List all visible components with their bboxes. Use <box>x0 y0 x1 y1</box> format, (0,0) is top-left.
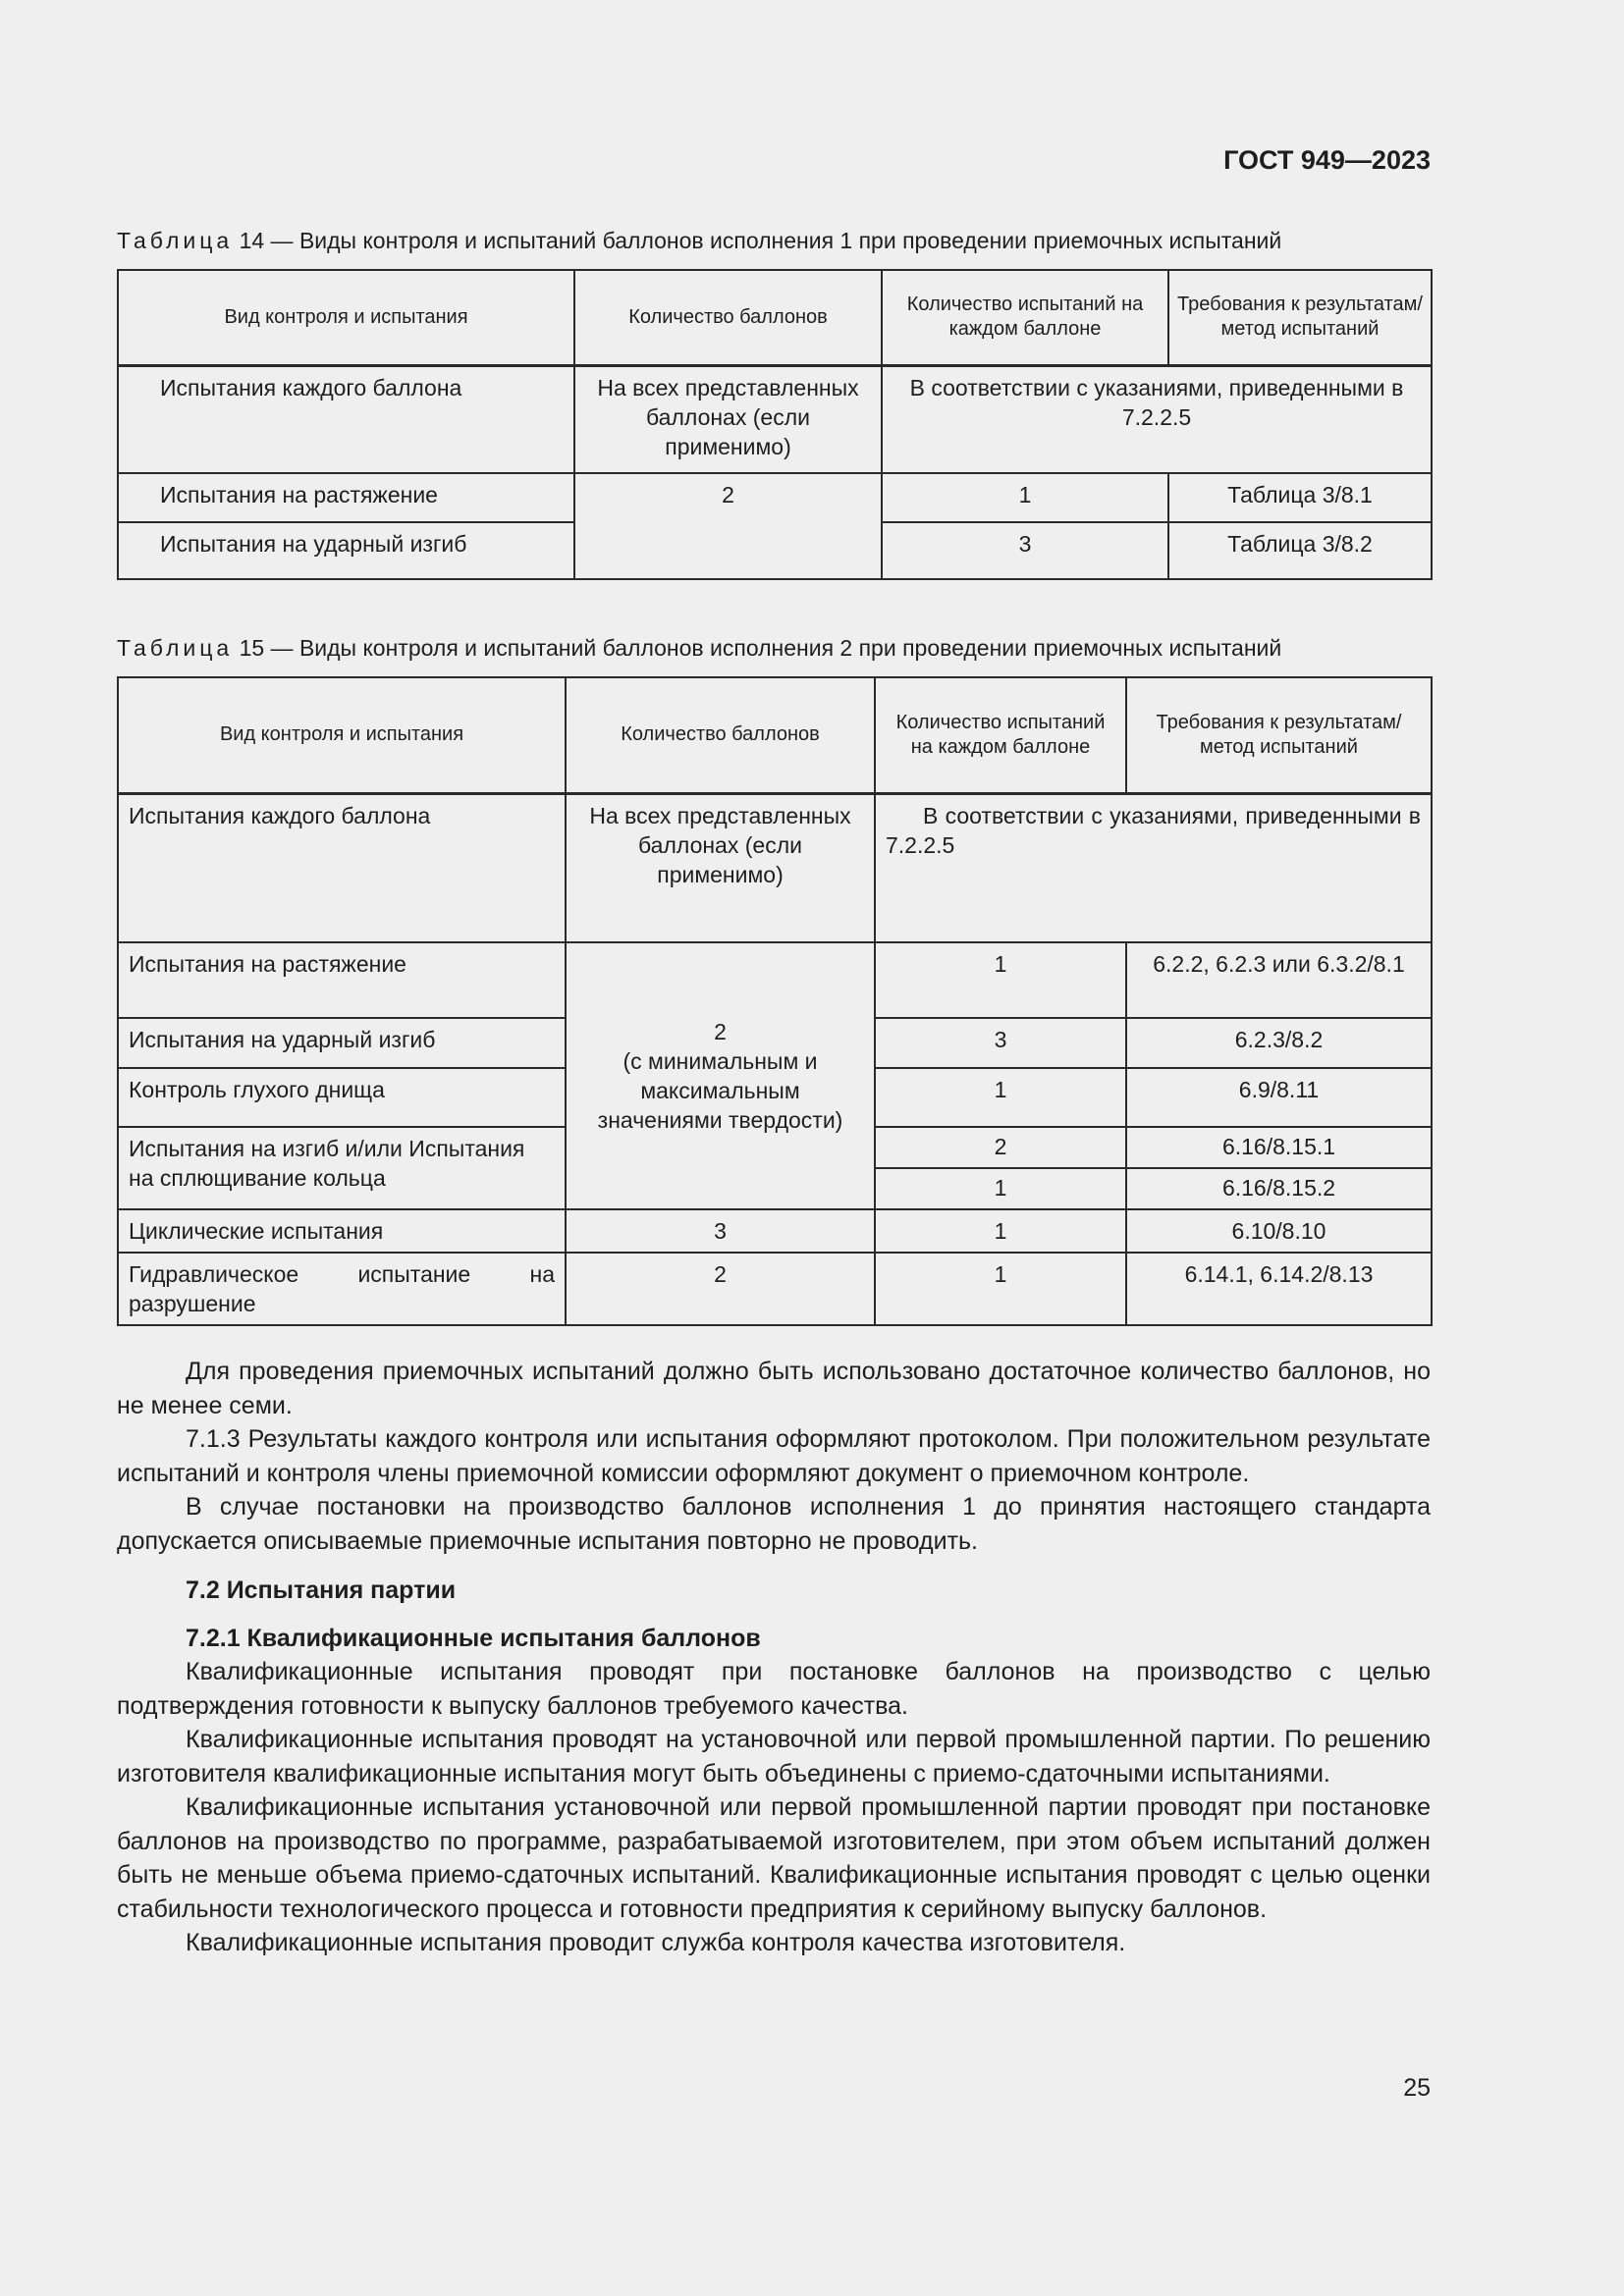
table14-cell-count: 1 <box>882 473 1168 522</box>
table15-cell-qty: 3 <box>566 1209 875 1253</box>
table-row <box>118 942 1432 1018</box>
table15-cell-count: 1 <box>875 1253 1126 1325</box>
table15-merged-qty-value: 2 <box>714 1019 727 1044</box>
page-number: 25 <box>1403 2074 1431 2102</box>
table14-cell-req: Таблица 3/8.1 <box>1168 473 1432 522</box>
table15-cell-merged-qty <box>566 942 875 1209</box>
paragraph: 7.1.3 Результаты каждого контроля или испытания оформляют протоколом. При положительном результате испытаний и контроля члены приемочной комиссии оформляют документ о приемочном контроле. <box>117 1425 1431 1487</box>
table15-cell-req: 6.9/8.11 <box>1126 1068 1432 1127</box>
paragraph: В случае постановки на производство баллонов исполнения 1 до принятия настоящего стандарта допускается описываемые приемочные испытания повторно не проводить. <box>117 1493 1431 1555</box>
table-row <box>118 793 1432 942</box>
table14 <box>117 269 1433 580</box>
table15 <box>117 676 1433 1326</box>
paragraph: Для проведения приемочных испытаний должно быть использовано достаточное количество баллонов, но не менее семи. <box>117 1358 1431 1419</box>
table15-cell-count: 2 <box>875 1127 1126 1168</box>
paragraph: Квалификационные испытания проводят на установочной или первой промышленной партии. По решению изготовителя квалификационные испытания могут быть объединены с приемо-сдаточными испытаниями. <box>117 1726 1431 1788</box>
paragraph: Квалификационные испытания проводит служба контроля качества изготовителя. <box>186 1929 1126 1956</box>
table15-cell-req: 6.2.3/8.2 <box>1126 1018 1432 1068</box>
table15-cell-merged: В соответствии с указаниями, приведенными в 7.2.2.5 <box>875 793 1432 942</box>
table14-caption-text: 14 — Виды контроля и испытаний баллонов исполнения 1 при проведении приемочных испытаний <box>239 228 1282 253</box>
table15-cell-req: 6.10/8.10 <box>1126 1209 1432 1253</box>
table14-header-test: Вид контроля и испытания <box>118 270 574 365</box>
table15-cell-req: 6.2.2, 6.2.3 или 6.3.2/8.1 <box>1126 942 1432 1018</box>
table14-cell-test: Испытания каждого баллона <box>118 365 574 473</box>
table15-cell-count: 1 <box>875 942 1126 1018</box>
table14-cell-qty: 2 <box>574 473 882 579</box>
table15-cell-qty: 2 <box>566 1253 875 1325</box>
table15-cell-test: Испытания каждого баллона <box>118 793 566 942</box>
table14-cell-test: Испытания на ударный изгиб <box>118 522 574 579</box>
table15-cell-req: 6.16/8.15.1 <box>1126 1127 1432 1168</box>
table15-cell-test: Контроль глухого днища <box>118 1068 566 1127</box>
table-row <box>118 1209 1432 1253</box>
table15-cell-count: 1 <box>875 1168 1126 1209</box>
table15-cell-req: 6.16/8.15.2 <box>1126 1168 1432 1209</box>
table15-cell-test: Испытания на растяжение <box>118 942 566 1018</box>
table15-merged-qty-note: (с минимальным и максимальным значениями твердости) <box>597 1048 843 1133</box>
table15-caption-text: 15 — Виды контроля и испытаний баллонов исполнения 2 при проведении приемочных испытаний <box>239 635 1282 661</box>
subsection-heading: 7.2.1 Квалификационные испытания баллонов <box>186 1624 761 1652</box>
document-code: ГОСТ 949—2023 <box>1223 145 1431 175</box>
table15-header-req: Требования к результатам/ метод испытаний <box>1126 677 1432 793</box>
paragraph: Квалификационные испытания проводят при постановке баллонов на производство с целью подтверждения готовности к выпуску баллонов требуемого качества. <box>117 1658 1431 1720</box>
table14-caption <box>117 228 1281 254</box>
table14-cell-merged: В соответствии с указаниями, приведенными в 7.2.2.5 <box>882 365 1432 473</box>
table15-cell-req: 6.14.1, 6.14.2/8.13 <box>1126 1253 1432 1325</box>
table15-header-count: Количество испытаний на каждом баллоне <box>875 677 1126 793</box>
table15-cell-test: Испытания на ударный изгиб <box>118 1018 566 1068</box>
table14-caption-word: Таблица <box>117 228 234 253</box>
table15-cell-test: Испытания на изгиб и/или Испытания на сплющивание кольца <box>118 1127 566 1209</box>
paragraph: Квалификационные испытания установочной или первой промышленной партии проводят при постановке баллонов на производство по программе, разрабатываемой изготовителем, при этом объем испытаний должен быть не меньше объема приемо-сдаточных испытаний. Квалификационные испытания проводят с целью оценки стабильности технологического процесса и готовности предприятия к серийному выпуску баллонов. <box>117 1793 1431 1923</box>
table15-cell-count: 3 <box>875 1018 1126 1068</box>
table14-cell-count: 3 <box>882 522 1168 579</box>
table15-header-qty: Количество баллонов <box>566 677 875 793</box>
table14-header-qty: Количество баллонов <box>574 270 882 365</box>
table14-header-req: Требования к результатам/метод испытаний <box>1168 270 1432 365</box>
table15-cell-count: 1 <box>875 1209 1126 1253</box>
table-row <box>118 473 1432 522</box>
table14-cell-qty: На всех представленных баллонах (если применимо) <box>574 365 882 473</box>
table15-cell-test: Циклические испытания <box>118 1209 566 1253</box>
table15-cell-qty: На всех представленных баллонах (если применимо) <box>566 793 875 942</box>
table15-cell-test: Гидравлическое испытание на разрушение <box>118 1253 566 1325</box>
body-text <box>117 1355 1431 1960</box>
table14-cell-req: Таблица 3/8.2 <box>1168 522 1432 579</box>
table15-caption-word: Таблица <box>117 635 234 661</box>
table15-cell-count: 1 <box>875 1068 1126 1127</box>
table14-header-count: Количество испытаний на каждом баллоне <box>882 270 1168 365</box>
table15-header-test: Вид контроля и испытания <box>118 677 566 793</box>
table14-cell-test: Испытания на растяжение <box>118 473 574 522</box>
table15-caption <box>117 635 1281 662</box>
table-row <box>118 365 1432 473</box>
table-row <box>118 1253 1432 1325</box>
section-heading: 7.2 Испытания партии <box>186 1576 457 1604</box>
